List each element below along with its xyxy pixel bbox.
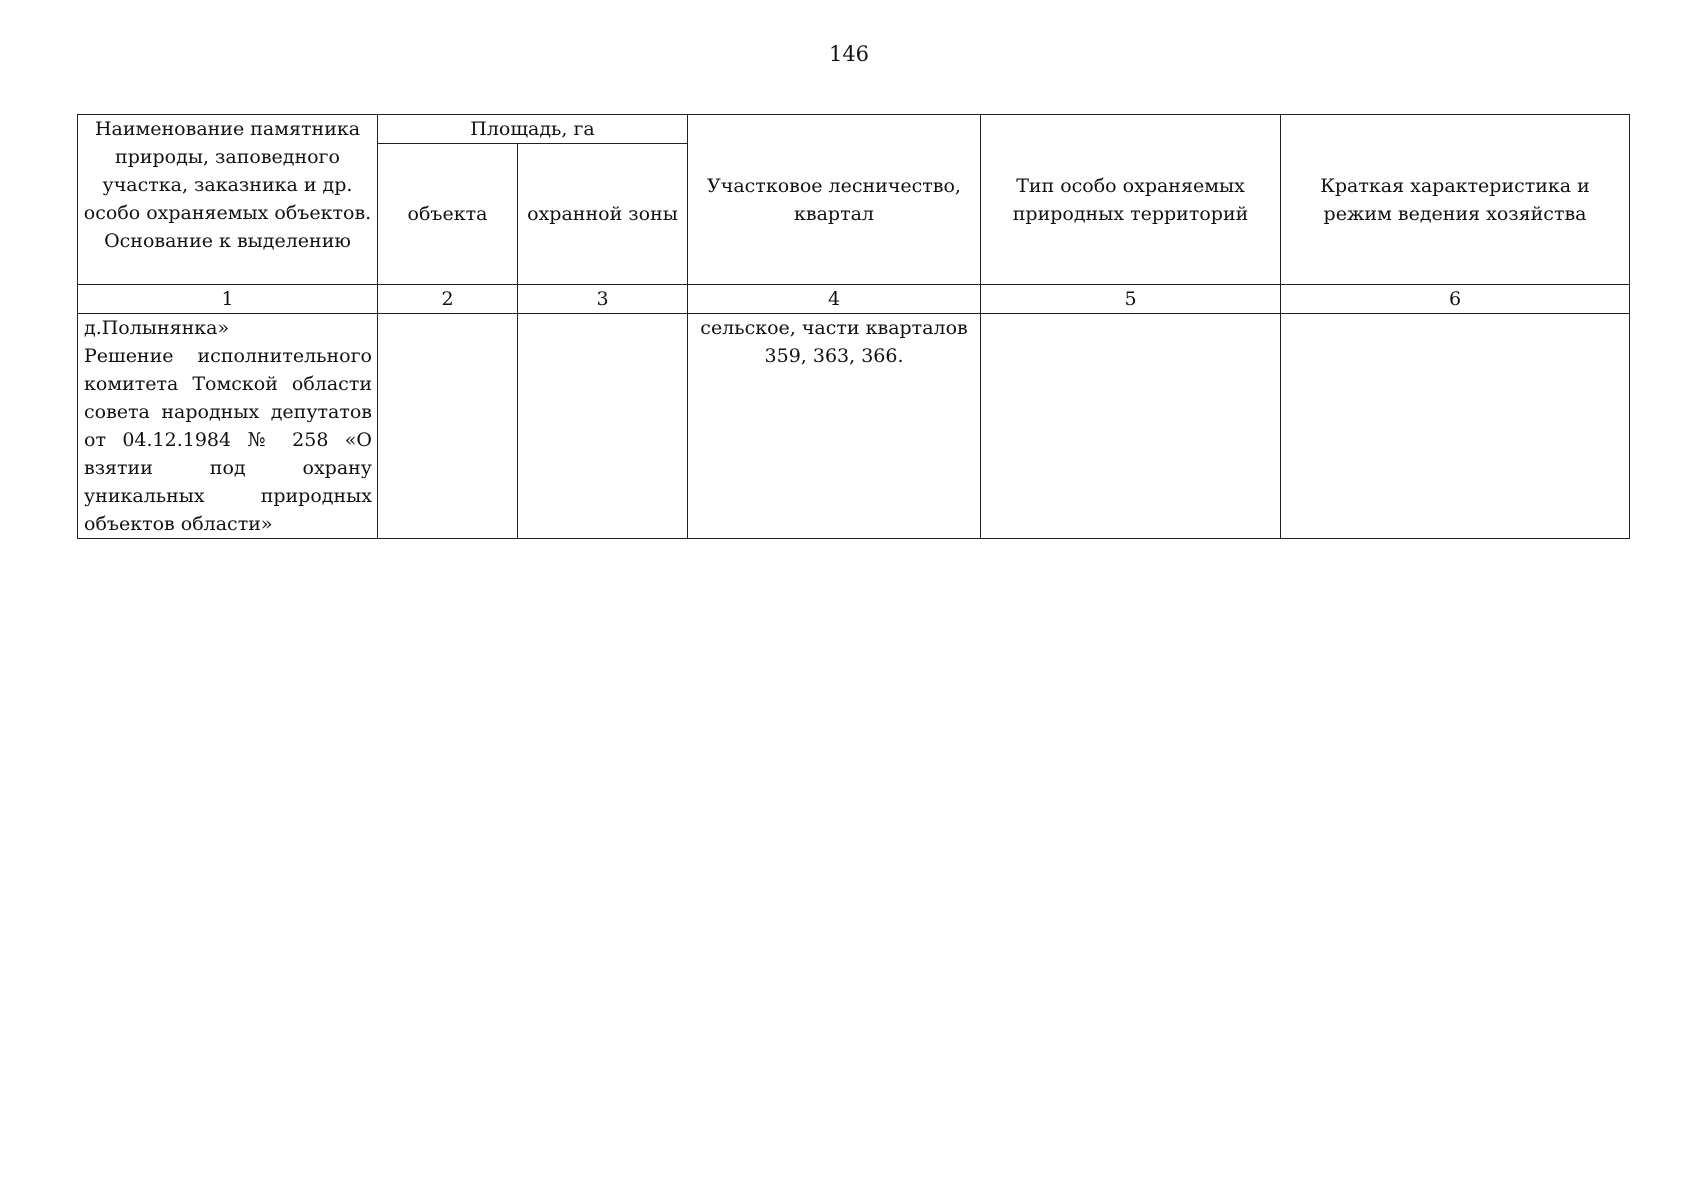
column-number: 2 <box>378 285 518 314</box>
table-row <box>78 314 1630 539</box>
row-forestry: сельское, части кварталов 359, 363, 366. <box>688 314 981 539</box>
row-area-object <box>378 314 518 539</box>
header-area: Площадь, га <box>378 115 688 144</box>
column-number: 6 <box>1281 285 1630 314</box>
row-type <box>981 314 1281 539</box>
column-number: 5 <box>981 285 1281 314</box>
row-description <box>1281 314 1630 539</box>
row-area-buffer <box>518 314 688 539</box>
protected-areas-table <box>77 114 1630 539</box>
column-number: 4 <box>688 285 981 314</box>
header-description: Краткая характеристика и режим ведения хозяйства <box>1281 115 1630 285</box>
header-name: Наименование памятника природы, заповедного участка, заказника и др. особо охраняемых объектов. Основание к выделению <box>78 115 378 285</box>
column-number: 1 <box>78 285 378 314</box>
header-area-buffer: охранной зоны <box>518 144 688 285</box>
header-row <box>78 115 1630 144</box>
header-forestry: Участковое лесничество, квартал <box>688 115 981 285</box>
page-number: 146 <box>828 42 870 66</box>
column-number: 3 <box>518 285 688 314</box>
header-area-object: объекта <box>378 144 518 285</box>
row-name-basis: Решение исполнительного комитета Томской области совета народных депутатов от 04.12.1984 № 258 «О взятии под охрану уникальных природных объектов области» <box>84 345 372 535</box>
column-numbers-row <box>78 285 1630 314</box>
header-type: Тип особо охраняемых природных территорий <box>981 115 1281 285</box>
row-name-first-line: д.Полынянка» <box>84 317 230 339</box>
row-name-cell <box>78 314 378 539</box>
